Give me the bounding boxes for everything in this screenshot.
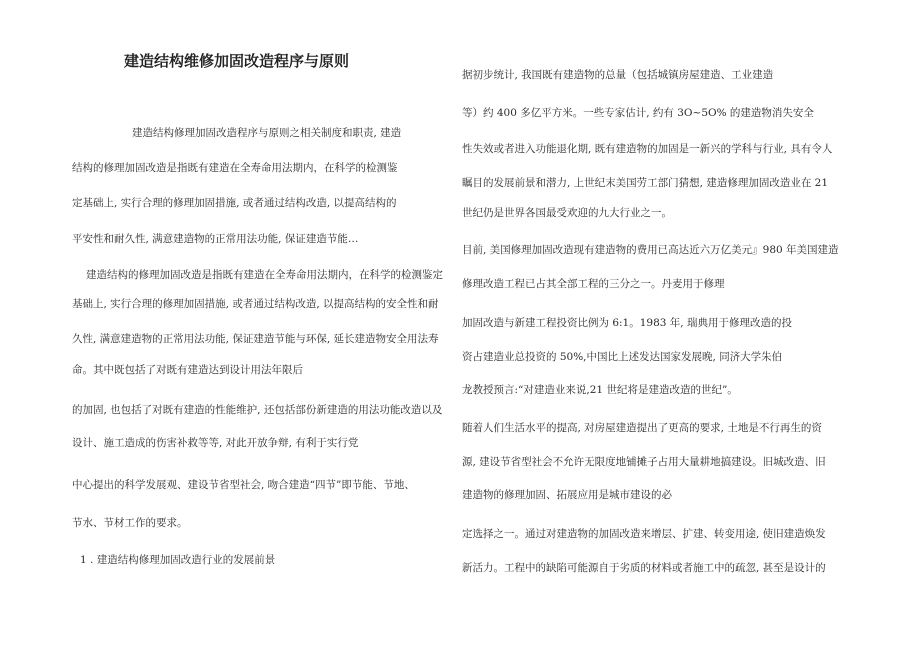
paragraph-line: 源, 建设节省型社会不允许无限度地铺摊子占用大量耕地搞建设。旧城改造、旧 — [462, 456, 826, 468]
paragraph-line: 设计、施工造成的伤害补救等等, 对此开放争辩, 有利于实行党 — [72, 437, 359, 449]
paragraph-line: 等）约 400 多亿平方米。一些专家估计, 约有 3O~5O% 的建造物消失安全 — [462, 107, 814, 119]
paragraph-line: 世纪仍是世界各国最受欢迎的九大行业之一。 — [462, 207, 672, 219]
section-heading: 1 . 建造结构修理加固改造行业的发展前景 — [80, 554, 276, 566]
paragraph-line: 随着人们生活水平的提高, 对房屋建造提出了更高的要求, 土地是不行再生的资 — [462, 422, 822, 434]
paragraph-line: 中心提出的科学发展观、建设节省型社会, 吻合建造“四节”即节能、节地、 — [72, 479, 415, 491]
paragraph-line: 结构的修理加固改造是指既有建造在全寿命用法期内，在科学的检测鉴 — [72, 162, 398, 174]
paragraph-line: 基础上, 实行合理的修理加固措施, 或者通过结构改造, 以提高结构的安全性和耐 — [72, 298, 439, 310]
paragraph-line: 修理改造工程已占其全部工程的三分之一。丹麦用于修理 — [462, 278, 725, 290]
paragraph-line: 加固改造与新建工程投资比例为 6:1。1983 年, 瑞典用于修理改造的投 — [462, 317, 792, 329]
paragraph-line: 资占建造业总投资的 50%,中国比上述发达国家发展晚, 同济大学朱伯 — [462, 351, 783, 363]
paragraph-line: 龙教授预言:“对建造业来说,21 世纪将是建造改造的世纪”。 — [462, 384, 738, 396]
paragraph-line: 久性, 满意建造物的正常用法功能, 保证建造节能与环保, 延长建造物安全用法寿 — [72, 333, 439, 345]
paragraph-line: 定选择之一。通过对建造物的加固改造来增层、扩建、转变用途, 使旧建造焕发 — [462, 528, 826, 540]
paragraph-line: 性失效或者进入功能退化期, 既有建造物的加固是一新兴的学科与行业, 具有令人 — [462, 143, 833, 155]
paragraph-line: 平安性和耐久性, 满意建造物的正常用法功能, 保证建造节能… — [72, 233, 359, 245]
paragraph-line: 建造结构的修理加固改造是指既有建造在全寿命用法期内，在科学的检测鉴定 — [86, 269, 443, 281]
paragraph-line: 目前, 美国修理加固改造现有建造物的费用已高达近六万亿美元』980 年美国建造 — [462, 244, 839, 256]
paragraph-line: 建造物的修理加固、拓展应用是城市建设的必 — [462, 489, 672, 501]
paragraph-line: 命。其中既包括了对既有建造达到设计用法年限后 — [72, 364, 303, 376]
document-title: 建造结构维修加固改造程序与原则 — [124, 52, 350, 70]
paragraph-line: 建造结构修理加固改造程序与原则之相关制度和职责, 建造 — [132, 127, 402, 139]
paragraph-line: 节水、节材工作的要求。 — [72, 517, 188, 529]
paragraph-line: 据初步统计, 我国既有建造物的总量（包括城镇房屋建造、工业建造 — [462, 69, 774, 81]
paragraph-line: 定基础上, 实行合理的修理加固措施, 或者通过结构改造, 以提高结构的 — [72, 197, 397, 209]
paragraph-line: 的加固, 也包括了对既有建造的性能维护, 还包括部份新建造的用法功能改造以及 — [72, 404, 443, 416]
paragraph-line: 新活力。工程中的缺陷可能源自于劣质的材料或者施工中的疏忽, 甚至是设计的 — [462, 562, 826, 574]
paragraph-line: 瞩目的发展前景和潜力, 上世纪末美国劳工部门猜想, 建造修理加固改造业在 21 — [462, 177, 829, 189]
